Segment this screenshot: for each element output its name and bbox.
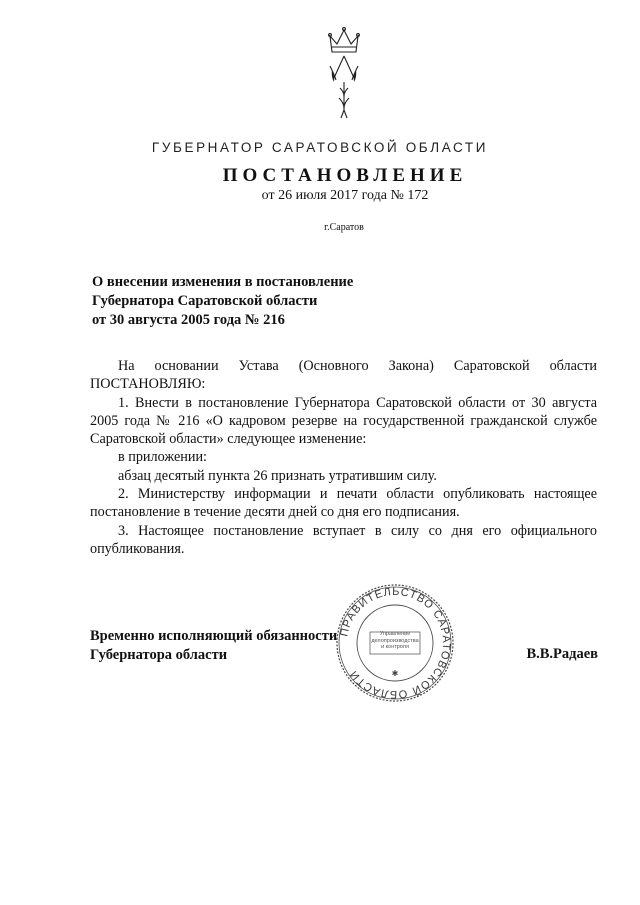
seal-ring-text: ПРАВИТЕЛЬСТВО САРАТОВСКОЙ ОБЛАСТИ <box>338 585 453 701</box>
clause-2: 2. Министерству информации и печати области опубликовать настоящее постановление в течение десяти дней со дня его подписания. <box>90 486 597 521</box>
crown-emblem-icon <box>318 22 370 122</box>
decree-word: ПОСТАНОВЛЯЮ: <box>90 376 206 393</box>
clause-1: 1. Внести в постановление Губернатора Саратовской области от 30 августа 2005 года № 216 «О кадровом резерве на государственной гражданской службе Саратовской области» следующее изменение: <box>90 394 597 448</box>
signatory-name: В.В.Радаев <box>526 646 598 662</box>
signatory-title-line: Временно исполняющий обязанности <box>90 628 338 644</box>
subject-line: от 30 августа 2005 года № 216 <box>92 312 285 328</box>
document-type-title: ПОСТАНОВЛЕНИЕ <box>222 165 468 186</box>
document-body <box>90 357 597 558</box>
signatory-title <box>90 627 337 665</box>
subject-line: О внесении изменения в постановление <box>92 274 354 290</box>
issuing-authority: ГУБЕРНАТОР САРАТОВСКОЙ ОБЛАСТИ <box>151 140 489 155</box>
document-date-number: от 26 июля 2017 года № 172 <box>261 188 429 203</box>
clause-1-subitem: в приложении: <box>118 449 207 466</box>
document-subject <box>92 273 422 330</box>
document-city: г.Саратов <box>324 222 364 233</box>
preamble-paragraph: На основании Устава (Основного Закона) Саратовской области <box>118 358 597 374</box>
clause-3: 3. Настоящее постановление вступает в силу со дня его официального опубликования. <box>90 522 597 557</box>
official-seal-stamp <box>334 582 456 704</box>
seal-center-text: Управление делопроизводства и контроля <box>371 631 419 650</box>
seal-star-icon: ✱ <box>391 669 399 678</box>
subject-line: Губернатора Саратовской области <box>92 293 318 309</box>
signatory-title-line: Губернатора области <box>90 647 228 663</box>
clause-1-subitem: абзац десятый пункта 26 признать утратившим силу. <box>118 467 437 484</box>
